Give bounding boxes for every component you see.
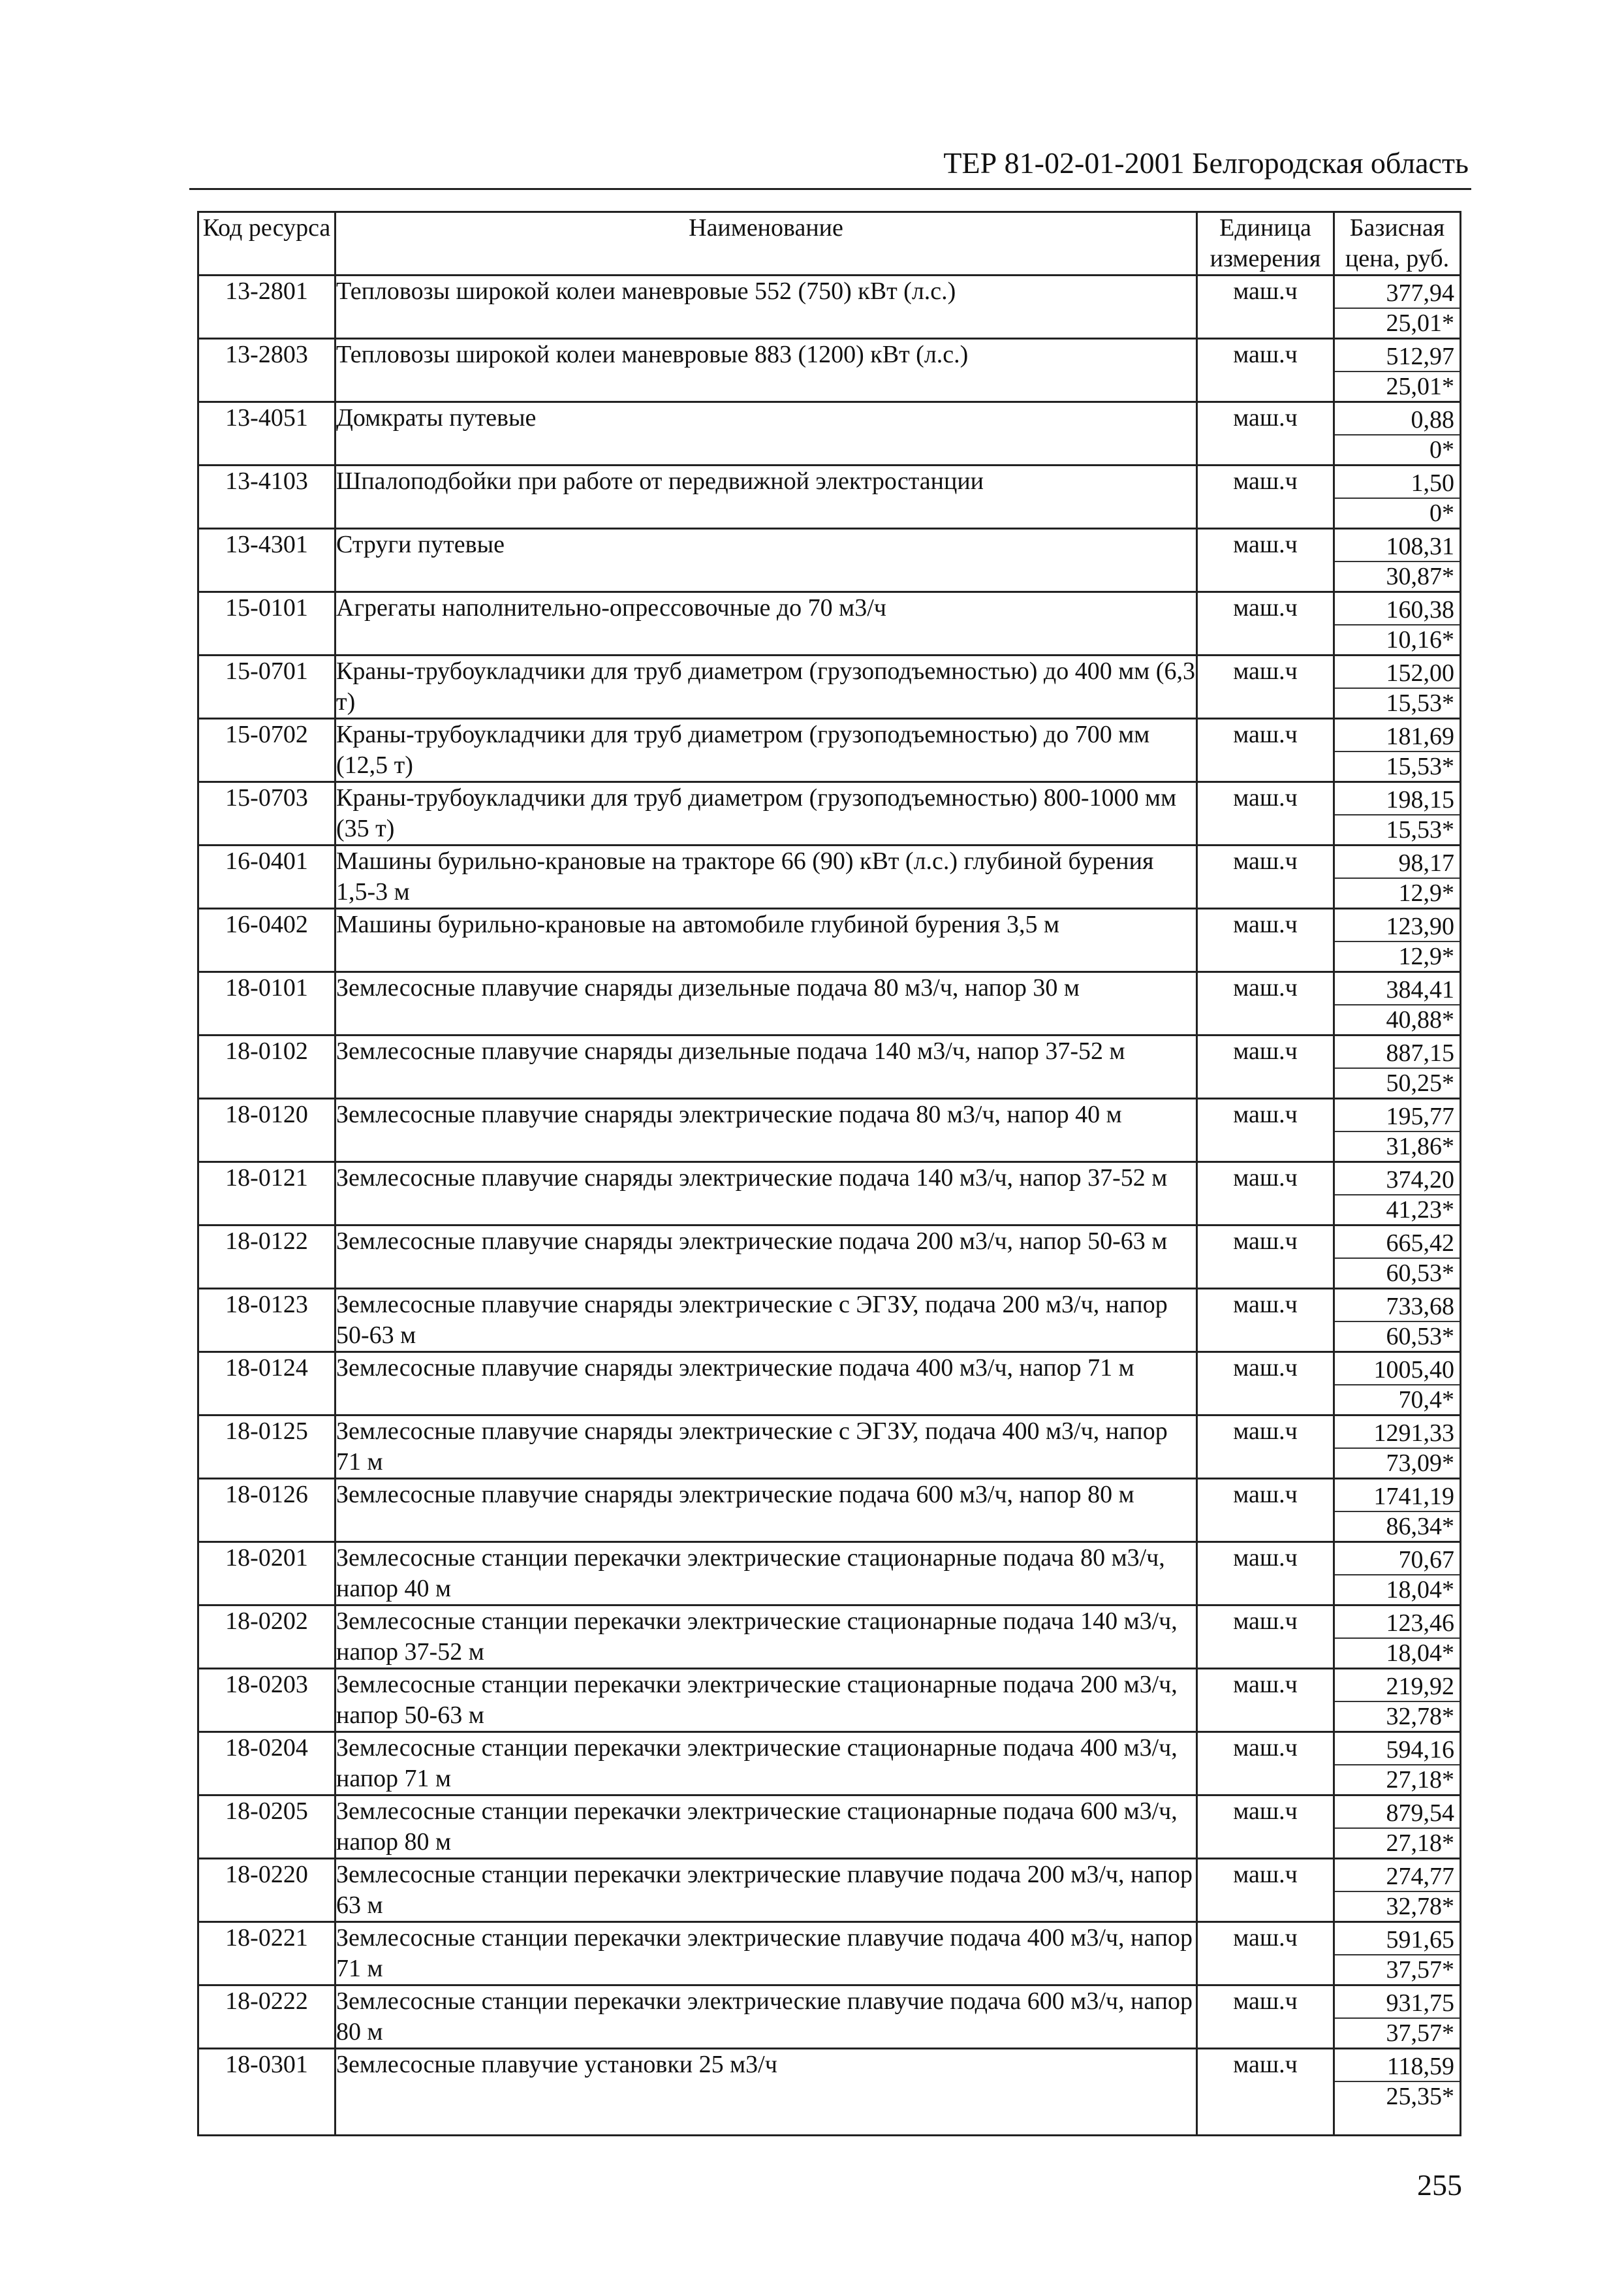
table-row (198, 1415, 1461, 1479)
table-row (198, 1479, 1461, 1542)
price-subvalue: 18,04* (1386, 1639, 1454, 1667)
table-row (198, 1795, 1461, 1859)
price-subvalue: 27,18* (1386, 1829, 1454, 1857)
resource-name: Землесосные станции перекачки электрические плавучие подача 600 м3/ч, напор 80 м (336, 1985, 1197, 2049)
resource-name: Землесосные станции перекачки электрические стационарные подача 80 м3/ч, напор 40 м (336, 1542, 1197, 1605)
resource-code: 18-0301 (198, 2049, 336, 2136)
resource-name: Краны-трубоукладчики для труб диаметром (грузоподъемностью) до 700 мм (12,5 т) (336, 719, 1197, 782)
table-row (198, 1922, 1461, 1985)
resource-code: 13-4051 (198, 402, 336, 466)
resource-name: Землесосные плавучие снаряды электрические с ЭГЗУ, подача 400 м3/ч, напор 71 м (336, 1415, 1197, 1479)
resource-code: 18-0220 (198, 1859, 336, 1922)
resource-unit: маш.ч (1197, 909, 1334, 972)
base-price: 152,00 (1335, 659, 1460, 689)
base-price: 1,50 (1335, 469, 1460, 499)
resource-unit: маш.ч (1197, 2049, 1334, 2136)
table-row (198, 1542, 1461, 1605)
base-price: 123,46 (1335, 1609, 1460, 1639)
price-subvalue: 31,86* (1386, 1133, 1454, 1160)
table-row (198, 276, 1461, 339)
table-header-row (198, 212, 1461, 276)
resource-unit: маш.ч (1197, 1352, 1334, 1415)
column-header-unit: Единица измерения (1197, 212, 1334, 276)
table-row (198, 466, 1461, 529)
resource-name: Землесосные плавучие снаряды дизельные подача 80 м3/ч, напор 30 м (336, 972, 1197, 1036)
resource-unit: маш.ч (1197, 529, 1334, 592)
resource-unit: маш.ч (1197, 1479, 1334, 1542)
base-price: 195,77 (1335, 1102, 1460, 1132)
resource-code: 18-0201 (198, 1542, 336, 1605)
base-price: 181,69 (1335, 722, 1460, 752)
price-subvalue: 12,9* (1398, 879, 1454, 907)
price-subvalue: 86,34* (1386, 1513, 1454, 1540)
base-price: 274,77 (1335, 1862, 1460, 1892)
resource-code: 13-2801 (198, 276, 336, 339)
table-row (198, 402, 1461, 466)
table-row (198, 1289, 1461, 1352)
resource-price-cell (1334, 1226, 1461, 1289)
resource-unit: маш.ч (1197, 1732, 1334, 1795)
table-row (198, 1732, 1461, 1795)
resource-code: 18-0222 (198, 1985, 336, 2049)
resource-name: Землесосные плавучие снаряды электрические с ЭГЗУ, подача 200 м3/ч, напор 50-63 м (336, 1289, 1197, 1352)
resource-code: 18-0124 (198, 1352, 336, 1415)
resource-name: Землесосные станции перекачки электрические стационарные подача 140 м3/ч, напор 37-52 м (336, 1605, 1197, 1669)
price-subvalue: 0* (1429, 436, 1454, 464)
resource-name: Землесосные плавучие снаряды дизельные подача 140 м3/ч, напор 37-52 м (336, 1036, 1197, 1099)
price-subvalue: 40,88* (1386, 1006, 1454, 1034)
resource-unit: маш.ч (1197, 1985, 1334, 2049)
base-price: 1741,19 (1335, 1482, 1460, 1512)
resource-name: Струги путевые (336, 529, 1197, 592)
base-price: 70,67 (1335, 1545, 1460, 1575)
table-row (198, 1859, 1461, 1922)
resource-price-cell (1334, 529, 1461, 592)
resource-unit: маш.ч (1197, 276, 1334, 339)
base-price: 887,15 (1335, 1039, 1460, 1069)
table-row (198, 1036, 1461, 1099)
table-row (198, 592, 1461, 656)
resource-price-cell (1334, 1036, 1461, 1099)
table-row (198, 1162, 1461, 1226)
column-header-name: Наименование (336, 212, 1197, 276)
resource-price-cell (1334, 1415, 1461, 1479)
resource-name: Машины бурильно-крановые на тракторе 66 (90) кВт (л.с.) глубиной бурения 1,5-3 м (336, 846, 1197, 909)
price-subvalue: 37,57* (1386, 1956, 1454, 1984)
resource-code: 18-0101 (198, 972, 336, 1036)
resource-unit: маш.ч (1197, 402, 1334, 466)
resource-price-cell (1334, 402, 1461, 466)
price-subvalue: 15,53* (1386, 753, 1454, 780)
resource-name: Землесосные станции перекачки электрические стационарные подача 200 м3/ч, напор 50-63 м (336, 1669, 1197, 1732)
header-divider (189, 188, 1471, 190)
resource-code: 18-0125 (198, 1415, 336, 1479)
resource-unit: маш.ч (1197, 972, 1334, 1036)
resource-unit: маш.ч (1197, 1099, 1334, 1162)
resource-name: Краны-трубоукладчики для труб диаметром (грузоподъемностью) до 400 мм (6,3 т) (336, 656, 1197, 719)
price-subvalue: 30,87* (1386, 563, 1454, 590)
resource-unit: маш.ч (1197, 466, 1334, 529)
base-price: 665,42 (1335, 1229, 1460, 1259)
price-subvalue: 25,01* (1386, 309, 1454, 337)
table-row (198, 1099, 1461, 1162)
price-subvalue: 60,53* (1386, 1259, 1454, 1287)
base-price: 594,16 (1335, 1735, 1460, 1765)
resource-code: 18-0123 (198, 1289, 336, 1352)
resource-code: 15-0701 (198, 656, 336, 719)
resource-price-cell (1334, 1289, 1461, 1352)
resource-code: 15-0101 (198, 592, 336, 656)
price-subvalue: 25,35* (1386, 2083, 1454, 2110)
resource-price-cell (1334, 1479, 1461, 1542)
resource-price-cell (1334, 1922, 1461, 1985)
base-price: 160,38 (1335, 595, 1460, 625)
resource-code: 13-4103 (198, 466, 336, 529)
resource-unit: маш.ч (1197, 782, 1334, 846)
resource-unit: маш.ч (1197, 1605, 1334, 1669)
resource-price-cell (1334, 592, 1461, 656)
resource-code: 15-0702 (198, 719, 336, 782)
resource-code: 18-0203 (198, 1669, 336, 1732)
price-subvalue: 70,4* (1398, 1386, 1454, 1414)
resource-unit: маш.ч (1197, 1669, 1334, 1732)
resource-unit: маш.ч (1197, 1542, 1334, 1605)
resource-name: Краны-трубоукладчики для труб диаметром (грузоподъемностью) 800-1000 мм (35 т) (336, 782, 1197, 846)
base-price: 512,97 (1335, 342, 1460, 372)
resource-price-cell (1334, 2049, 1461, 2136)
resource-unit: маш.ч (1197, 1859, 1334, 1922)
resource-price-cell (1334, 846, 1461, 909)
table-row (198, 909, 1461, 972)
resource-unit: маш.ч (1197, 719, 1334, 782)
resource-price-cell (1334, 1099, 1461, 1162)
resource-unit: маш.ч (1197, 1415, 1334, 1479)
column-header-price: Базисная цена, руб. (1334, 212, 1461, 276)
resource-price-cell (1334, 1542, 1461, 1605)
table-row (198, 1352, 1461, 1415)
resource-name: Землесосные станции перекачки электрические плавучие подача 200 м3/ч, напор 63 м (336, 1859, 1197, 1922)
resource-price-cell (1334, 1795, 1461, 1859)
table-row (198, 1985, 1461, 2049)
resource-name: Землесосные станции перекачки электрические стационарные подача 400 м3/ч, напор 71 м (336, 1732, 1197, 1795)
resource-name: Землесосные плавучие установки 25 м3/ч (336, 2049, 1197, 2136)
base-price: 591,65 (1335, 1925, 1460, 1955)
resource-name: Тепловозы широкой колеи маневровые 552 (750) кВт (л.с.) (336, 276, 1197, 339)
resource-code: 18-0202 (198, 1605, 336, 1669)
base-price: 733,68 (1335, 1292, 1460, 1322)
price-subvalue: 0* (1429, 499, 1454, 527)
price-subvalue: 15,53* (1386, 689, 1454, 717)
base-price: 123,90 (1335, 912, 1460, 942)
table-row (198, 972, 1461, 1036)
resource-price-table (197, 211, 1461, 2136)
resource-price-cell (1334, 1669, 1461, 1732)
resource-price-cell (1334, 339, 1461, 402)
resource-unit: маш.ч (1197, 1036, 1334, 1099)
resource-code: 18-0126 (198, 1479, 336, 1542)
document-header-title: ТЕР 81-02-01-2001 Белгородская область (943, 146, 1469, 180)
resource-price-cell (1334, 1162, 1461, 1226)
resource-name: Землесосные станции перекачки электрические плавучие подача 400 м3/ч, напор 71 м (336, 1922, 1197, 1985)
resource-unit: маш.ч (1197, 656, 1334, 719)
base-price: 879,54 (1335, 1799, 1460, 1829)
price-subvalue: 27,18* (1386, 1766, 1454, 1794)
resource-price-cell (1334, 276, 1461, 339)
resource-name: Землесосные плавучие снаряды электрические подача 80 м3/ч, напор 40 м (336, 1099, 1197, 1162)
resource-name: Машины бурильно-крановые на автомобиле глубиной бурения 3,5 м (336, 909, 1197, 972)
resource-code: 13-2803 (198, 339, 336, 402)
resource-name: Шпалоподбойки при работе от передвижной электростанции (336, 466, 1197, 529)
resource-unit: маш.ч (1197, 592, 1334, 656)
table-row (198, 656, 1461, 719)
resource-price-cell (1334, 1859, 1461, 1922)
price-subvalue: 73,09* (1386, 1449, 1454, 1477)
resource-unit: маш.ч (1197, 1795, 1334, 1859)
table-row (198, 1669, 1461, 1732)
resource-price-cell (1334, 782, 1461, 846)
resource-unit: маш.ч (1197, 1922, 1334, 1985)
resource-code: 16-0401 (198, 846, 336, 909)
page-number: 255 (1417, 2168, 1462, 2202)
base-price: 931,75 (1335, 1989, 1460, 2019)
resource-price-cell (1334, 1985, 1461, 2049)
resource-code: 18-0102 (198, 1036, 336, 1099)
price-subvalue: 41,23* (1386, 1196, 1454, 1224)
price-subvalue: 10,16* (1386, 626, 1454, 654)
base-price: 198,15 (1335, 785, 1460, 815)
resource-name: Агрегаты наполнительно-опрессовочные до 70 м3/ч (336, 592, 1197, 656)
resource-code: 18-0120 (198, 1099, 336, 1162)
resource-code: 18-0221 (198, 1922, 336, 1985)
base-price: 1291,33 (1335, 1419, 1460, 1449)
resource-unit: маш.ч (1197, 846, 1334, 909)
resource-name: Землесосные станции перекачки электрические стационарные подача 600 м3/ч, напор 80 м (336, 1795, 1197, 1859)
base-price: 374,20 (1335, 1165, 1460, 1195)
table-row (198, 1605, 1461, 1669)
base-price: 384,41 (1335, 975, 1460, 1005)
price-subvalue: 32,78* (1386, 1703, 1454, 1730)
price-subvalue: 60,53* (1386, 1323, 1454, 1350)
base-price: 0,88 (1335, 405, 1460, 435)
table-row (198, 719, 1461, 782)
table-row (198, 782, 1461, 846)
resource-code: 18-0122 (198, 1226, 336, 1289)
base-price: 98,17 (1335, 849, 1460, 879)
table-row (198, 1226, 1461, 1289)
price-subvalue: 15,53* (1386, 816, 1454, 844)
resource-code: 13-4301 (198, 529, 336, 592)
table-row (198, 846, 1461, 909)
price-subvalue: 18,04* (1386, 1576, 1454, 1604)
resource-price-cell (1334, 719, 1461, 782)
resource-name: Землесосные плавучие снаряды электрические подача 600 м3/ч, напор 80 м (336, 1479, 1197, 1542)
resource-unit: маш.ч (1197, 1226, 1334, 1289)
price-subvalue: 25,01* (1386, 373, 1454, 400)
resource-name: Тепловозы широкой колеи маневровые 883 (1200) кВт (л.с.) (336, 339, 1197, 402)
resource-unit: маш.ч (1197, 1289, 1334, 1352)
resource-code: 18-0121 (198, 1162, 336, 1226)
base-price: 118,59 (1335, 2052, 1460, 2082)
resource-unit: маш.ч (1197, 339, 1334, 402)
price-subvalue: 12,9* (1398, 943, 1454, 970)
resource-price-cell (1334, 972, 1461, 1036)
base-price: 219,92 (1335, 1672, 1460, 1702)
resource-price-cell (1334, 1352, 1461, 1415)
table-row (198, 2049, 1461, 2136)
resource-price-cell (1334, 656, 1461, 719)
resource-price-cell (1334, 1732, 1461, 1795)
resource-code: 16-0402 (198, 909, 336, 972)
base-price: 108,31 (1335, 532, 1460, 562)
price-subvalue: 32,78* (1386, 1893, 1454, 1920)
table-row (198, 529, 1461, 592)
resource-name: Землесосные плавучие снаряды электрические подача 400 м3/ч, напор 71 м (336, 1352, 1197, 1415)
resource-code: 18-0205 (198, 1795, 336, 1859)
base-price: 377,94 (1335, 279, 1460, 309)
table-row (198, 339, 1461, 402)
resource-price-cell (1334, 909, 1461, 972)
table-body (198, 276, 1461, 2136)
base-price: 1005,40 (1335, 1355, 1460, 1385)
resource-code: 18-0204 (198, 1732, 336, 1795)
price-subvalue: 37,57* (1386, 2019, 1454, 2047)
resource-unit: маш.ч (1197, 1162, 1334, 1226)
resource-price-cell (1334, 466, 1461, 529)
column-header-code: Код ресурса (198, 212, 336, 276)
price-subvalue: 50,25* (1386, 1069, 1454, 1097)
resource-name: Землесосные плавучие снаряды электрические подача 200 м3/ч, напор 50-63 м (336, 1226, 1197, 1289)
resource-code: 15-0703 (198, 782, 336, 846)
resource-price-cell (1334, 1605, 1461, 1669)
resource-name: Землесосные плавучие снаряды электрические подача 140 м3/ч, напор 37-52 м (336, 1162, 1197, 1226)
resource-name: Домкраты путевые (336, 402, 1197, 466)
